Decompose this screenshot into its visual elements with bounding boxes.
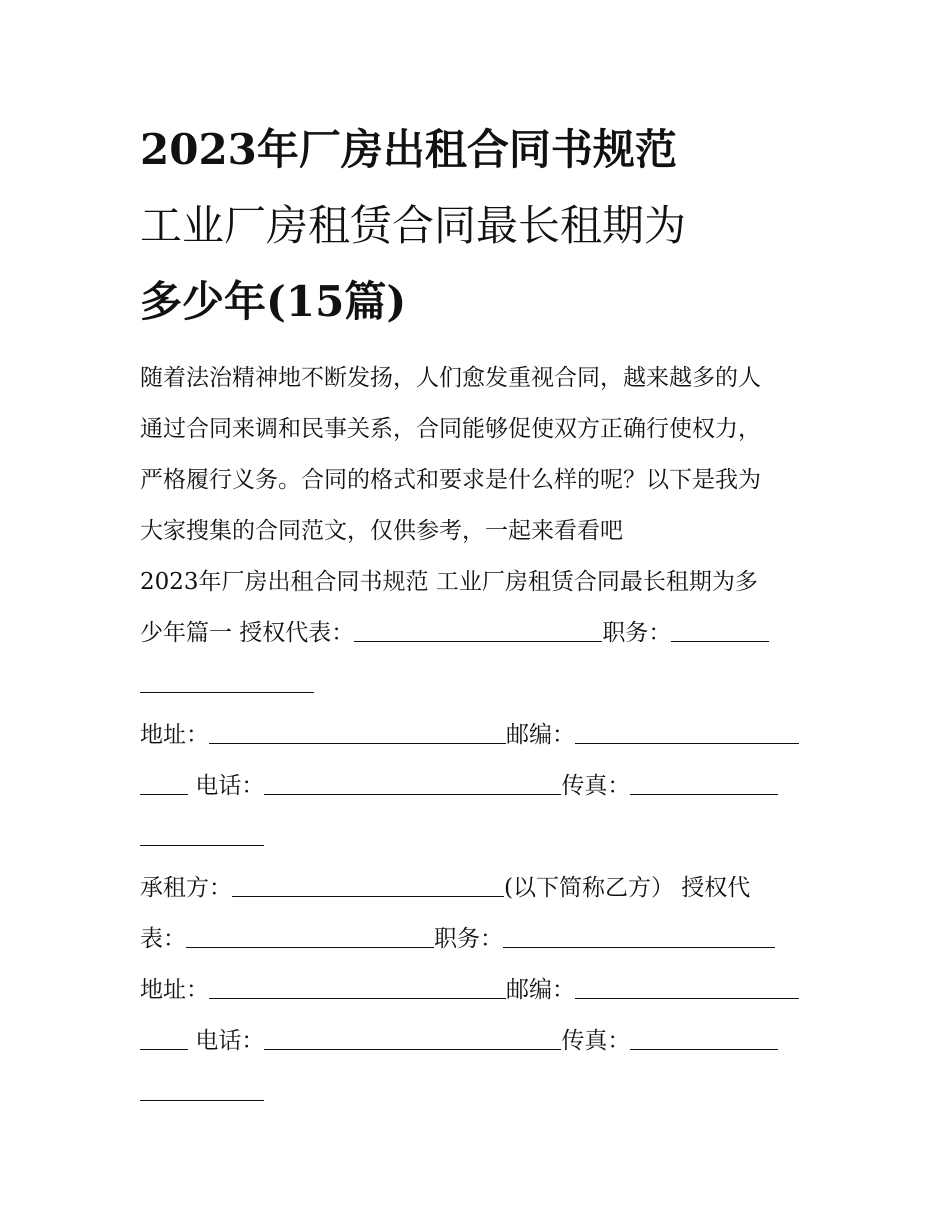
title-line-3: 多少年(15篇) bbox=[140, 277, 407, 326]
postcode-blank-cont bbox=[140, 772, 188, 795]
section-heading: 2023年厂房出租合同书规范 工业厂房租赁合同最长租期为多 bbox=[140, 569, 758, 595]
intro-line: 大家搜集的合同范文，仅供参考，一起来看看吧 bbox=[140, 518, 623, 544]
lessor-representative-row bbox=[140, 608, 820, 659]
representative-label-cont: 表： bbox=[140, 926, 186, 952]
blank-continuation-row bbox=[140, 659, 820, 710]
lessee-note: (以下简称乙方） 授权代 bbox=[504, 875, 751, 901]
blank-continuation-row bbox=[140, 1067, 820, 1118]
representative-blank bbox=[354, 619, 602, 642]
document-title bbox=[140, 112, 820, 340]
lessee-representative-row bbox=[140, 914, 820, 965]
lessor-phone-row bbox=[140, 761, 820, 812]
address-label: 地址： bbox=[140, 977, 209, 1003]
intro-paragraph bbox=[140, 353, 820, 557]
contract-section bbox=[140, 557, 820, 1118]
title-line-2: 工业厂房租赁合同最长租期为 bbox=[140, 201, 687, 250]
phone-blank bbox=[264, 1027, 561, 1050]
position-label: 职务： bbox=[434, 926, 503, 952]
lessee-blank bbox=[232, 874, 504, 897]
intro-line: 随着法治精神地不断发扬，人们愈发重视合同，越来越多的人 bbox=[140, 365, 761, 391]
postcode-blank bbox=[575, 976, 799, 999]
position-label: 职务： bbox=[602, 620, 672, 646]
lessee-phone-row bbox=[140, 1016, 820, 1067]
fax-label: 传真： bbox=[561, 773, 631, 799]
phone-blank bbox=[264, 772, 561, 795]
fax-blank bbox=[630, 1027, 778, 1050]
fax-label: 传真： bbox=[561, 1028, 631, 1054]
fax-blank-cont bbox=[140, 1078, 264, 1101]
section-heading-cont: 少年篇一 授权代表： bbox=[140, 620, 355, 646]
phone-label: 电话： bbox=[195, 773, 265, 799]
address-blank bbox=[209, 976, 506, 999]
lessee-label: 承租方： bbox=[140, 875, 232, 901]
lessor-address-row bbox=[140, 710, 820, 761]
fax-blank bbox=[630, 772, 778, 795]
lessee-address-row bbox=[140, 965, 820, 1016]
blank-continuation-row bbox=[140, 812, 820, 863]
position-blank bbox=[671, 619, 769, 642]
address-label: 地址： bbox=[140, 722, 209, 748]
lessee-row bbox=[140, 863, 820, 914]
position-blank-cont bbox=[140, 670, 314, 693]
position-blank bbox=[503, 925, 775, 948]
address-blank bbox=[209, 721, 506, 744]
postcode-label: 邮编： bbox=[506, 722, 575, 748]
intro-line: 严格履行义务。合同的格式和要求是什么样的呢？以下是我为 bbox=[140, 467, 761, 493]
phone-label: 电话： bbox=[195, 1028, 265, 1054]
intro-line: 通过合同来调和民事关系，合同能够促使双方正确行使权力， bbox=[140, 416, 761, 442]
postcode-blank bbox=[575, 721, 799, 744]
postcode-blank-cont bbox=[140, 1027, 188, 1050]
representative-blank bbox=[186, 925, 434, 948]
fax-blank-cont bbox=[140, 823, 264, 846]
postcode-label: 邮编： bbox=[506, 977, 575, 1003]
title-line-1: 2023年厂房出租合同书规范 bbox=[140, 125, 677, 174]
